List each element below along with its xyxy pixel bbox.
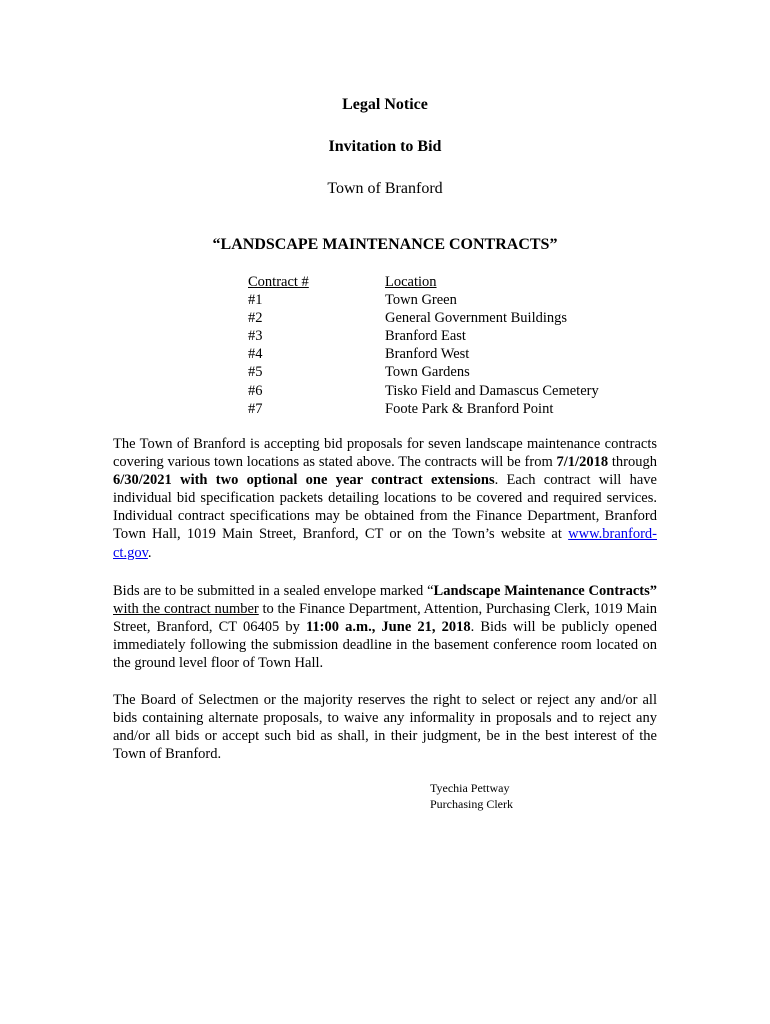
contract-row bbox=[248, 345, 599, 363]
contract-number: #7 bbox=[248, 400, 263, 417]
reservation-paragraph: The Board of Selectmen or the majority reserves the right to select or reject any and/or all bids containing alternate proposals, to waive any informality in proposals and to reject any and/or all bids or accept such bid as shall, in their judgment, be in the best interest of the Town of Branford. bbox=[113, 692, 657, 763]
contract-row bbox=[248, 400, 599, 418]
contract-row bbox=[248, 309, 599, 327]
contract-number-header: Contract # bbox=[248, 274, 309, 290]
contracts-table bbox=[248, 273, 599, 418]
contract-location: Branford East bbox=[385, 328, 466, 345]
contracts-header-row bbox=[248, 273, 599, 291]
contract-row bbox=[248, 291, 599, 309]
contract-location: Town Green bbox=[385, 292, 457, 309]
signer-title: Purchasing Clerk bbox=[430, 797, 513, 811]
contract-location: Branford West bbox=[385, 346, 470, 363]
submission-deadline: 11:00 a.m., June 21, 2018 bbox=[305, 619, 471, 636]
contract-row bbox=[248, 327, 599, 345]
overview-through: through bbox=[608, 454, 657, 471]
contract-number: #3 bbox=[248, 328, 263, 345]
overview-end: . bbox=[147, 544, 152, 561]
submission-rest: . Bids will be publicly opened immediately following the submission deadline in the basement conference room located on the ground level floor of Town Hall. bbox=[113, 619, 657, 672]
contract-number: #1 bbox=[248, 292, 263, 309]
overview-intro: The Town of Branford is accepting bid proposals for seven landscape maintenance contracts covering various town locations as stated above. The contracts will be from bbox=[113, 436, 657, 471]
contract-number: #4 bbox=[248, 346, 263, 363]
town-website-link[interactable]: www.branford-ct.gov bbox=[113, 526, 657, 561]
envelope-marking: Landscape Maintenance Contracts” bbox=[433, 583, 657, 599]
contract-number-requirement: with the contract number bbox=[113, 601, 259, 618]
signature-block bbox=[430, 780, 513, 812]
town-name: Town of Branford bbox=[327, 180, 443, 197]
contract-location: Tisko Field and Damascus Cemetery bbox=[385, 382, 599, 399]
overview-rest: . Each contract will have individual bid specification packets detailing locations to be covered and required services. Individual contract specifications may be obtained from the Finance Department, Branford Town Hall, 1019 Main Street, Branford, CT or on the Town’s website at bbox=[113, 472, 657, 543]
contract-location: Town Gardens bbox=[385, 364, 470, 381]
contract-start-date: 7/1/2018 bbox=[556, 454, 609, 471]
contract-end-terms: 6/30/2021 with two optional one year contract extensions bbox=[113, 472, 495, 489]
bid-overview-paragraph bbox=[113, 435, 657, 562]
contract-row bbox=[248, 382, 599, 400]
submission-paragraph bbox=[113, 582, 657, 672]
submission-intro: Bids are to be submitted in a sealed envelope marked “ bbox=[113, 583, 434, 599]
notice-title: Legal Notice bbox=[342, 96, 428, 113]
project-title: “LANDSCAPE MAINTENANCE CONTRACTS” bbox=[212, 236, 558, 253]
contract-number: #2 bbox=[248, 310, 263, 327]
location-header: Location bbox=[385, 274, 437, 290]
contract-row bbox=[248, 363, 599, 381]
contract-location: Foote Park & Branford Point bbox=[385, 400, 554, 417]
notice-subtitle: Invitation to Bid bbox=[328, 138, 442, 155]
signer-name: Tyechia Pettway bbox=[430, 781, 510, 795]
submission-middle: to the Finance Department, Attention, Purchasing Clerk, 1019 Main Street, Branford, CT 06405 by bbox=[113, 601, 657, 636]
contract-number: #5 bbox=[248, 364, 263, 381]
contract-location: General Government Buildings bbox=[385, 310, 568, 327]
contract-number: #6 bbox=[248, 382, 263, 399]
